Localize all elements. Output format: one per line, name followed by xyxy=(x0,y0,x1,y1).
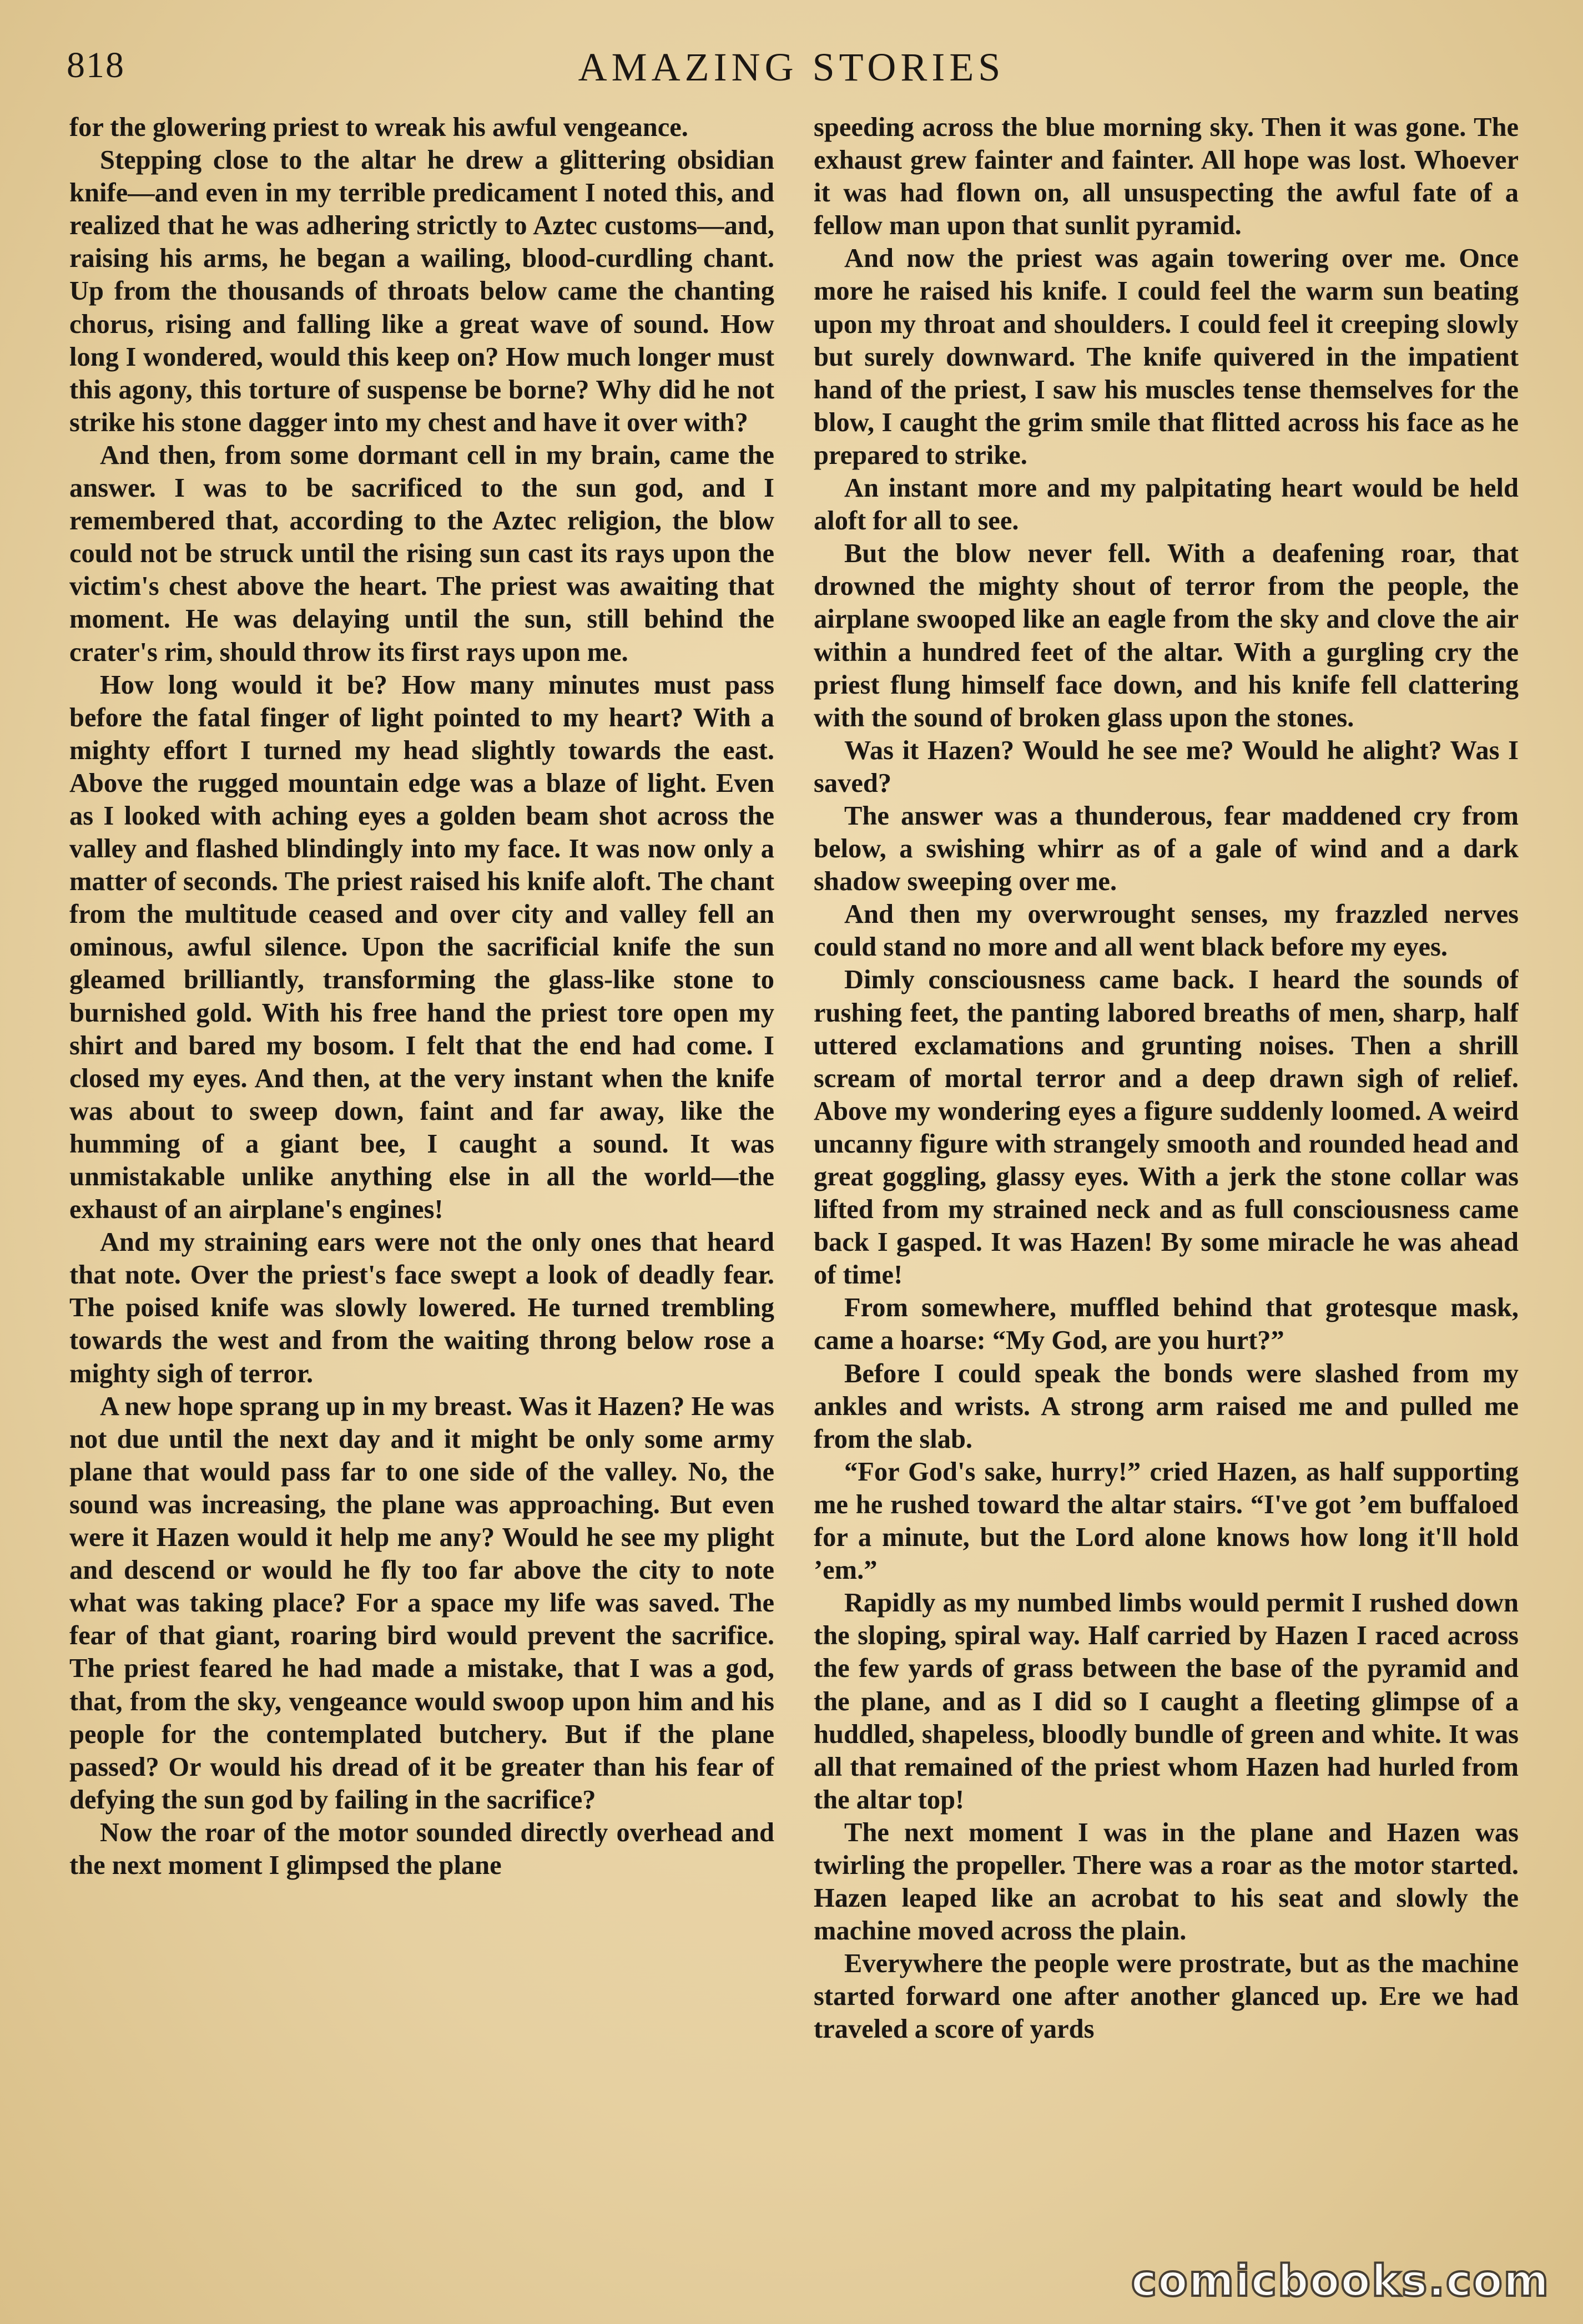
watermark-logo: comicbooks.com xyxy=(1131,2256,1550,2306)
paragraph: But the blow never fell. With a deafening roar, that drowned the mighty shout of terror from the people, the airplane swooped like an eagle from the sky and clove the air within a hundred feet of the altar. With a gurgling cry the priest flung himself face down, and his knife fell clattering with the sound of broken glass upon the stones. xyxy=(814,539,1519,732)
paragraph: speeding across the blue morning sky. Then it was gone. The exhaust grew fainter and fainter. All hope was lost. Whoever it was had flown on, all unsuspecting the awful fate of a fellow man upon that sunlit pyramid. xyxy=(814,113,1519,241)
paragraph: And then, from some dormant cell in my brain, came the answer. I was to be sacrificed to the sun god, and I remembered that, according to the Aztec religion, the blow could not be struck until the rising sun cast its rays upon the victim's chest above the heart. The priest was awaiting that moment. He was delaying until the sun, still behind the crater's rim, should throw its first rays upon me. xyxy=(69,440,774,667)
paragraph: An instant more and my palpitating heart would be held aloft for all to see. xyxy=(814,473,1519,536)
paragraph: A new hope sprang up in my breast. Was it Hazen? He was not due until the next day and it might be only some army plane that would pass far to one side of the valley. No, the sound was increasing, the plane was approaching. But even were it Hazen would it help me any? Would he see my plight and descend or would he fly too far above the city to note what was taking place? For a space my life was saved. The fear of that giant, roaring bird would prevent the sacrifice. The priest feared he had made a mistake, that I was a god, that, from the sky, vengeance would swoop upon him and his people for the contemplated butchery. But if the plane passed? Or would his dread of it be greater than his fear of defying the sun god by failing in the sacrifice? xyxy=(69,1391,774,1815)
paragraph: From somewhere, muffled behind that grotesque mask, came a hoarse: “My God, are you hurt?” xyxy=(814,1293,1519,1356)
paragraph: Rapidly as my numbed limbs would permit I rushed down the sloping, spiral way. Half carried by Hazen I raced across the few yards of grass between the base of the pyramid and the plane, and as I did so I caught a fleeting glimpse of a huddled, shapeless, bloodly bundle of green and white. It was all that remained of the priest whom Hazen had hurled from the altar top! xyxy=(814,1588,1519,1815)
paragraph: Now the roar of the motor sounded directly overhead and the next moment I glimpsed the plane xyxy=(69,1817,774,1880)
left-column xyxy=(69,111,774,2275)
page-header xyxy=(67,44,1516,105)
paragraph: The answer was a thunderous, fear maddened cry from below, a swishing whirr as of a gale of wind and a dark shadow sweeping over me. xyxy=(814,801,1519,897)
paragraph: Was it Hazen? Would he see me? Would he alight? Was I saved? xyxy=(814,735,1519,798)
paragraph: The next moment I was in the plane and Hazen was twirling the propeller. There was a roar as the motor started. Hazen leaped like an acrobat to his seat and slowly the machine moved across the plain. xyxy=(814,1817,1519,1946)
paragraph: And now the priest was again towering over me. Once more he raised his knife. I could feel the warm sun beating upon my throat and shoulders. I could feel it creeping slowly but surely downward. The knife quivered in the impatient hand of the priest, I saw his muscles tense themselves for the blow, I caught the grim smile that flitted across his face as he prepared to strike. xyxy=(814,244,1519,470)
page-number: 818 xyxy=(67,45,125,85)
paragraph: How long would it be? How many minutes must pass before the fatal finger of light pointed to my heart? With a mighty effort I turned my head slightly towards the east. Above the rugged mountain edge was a blaze of light. Even as I looked with aching eyes a golden beam shot across the valley and flashed blindingly into my face. It was now only a matter of seconds. The priest raised his knife aloft. The chant from the multitude ceased and over city and valley fell an ominous, awful silence. Upon the sacrificial knife the sun gleamed brilliantly, transforming the glass-like stone to burnished gold. With his free hand the priest tore open my shirt and bared my bosom. I felt that the end had come. I closed my eyes. And then, at the very instant when the knife was about to sweep down, faint and far away, like the humming of a giant bee, I caught a sound. It was unmistakable unlike anything else in all the world—the exhaust of an airplane's engines! xyxy=(69,670,774,1225)
paragraph: Everywhere the people were prostrate, but as the machine started forward one after another glanced up. Ere we had traveled a score of yards xyxy=(814,1949,1519,2044)
right-column xyxy=(814,111,1519,2275)
paragraph: Before I could speak the bonds were slashed from my ankles and wrists. A strong arm raised me and pulled me from the slab. xyxy=(814,1358,1519,1454)
paragraph: And then my overwrought senses, my frazzled nerves could stand no more and all went black before my eyes. xyxy=(814,900,1519,962)
paragraph: And my straining ears were not the only ones that heard that note. Over the priest's face swept a look of deadly fear. The poised knife was slowly lowered. He turned trembling towards the west and from the waiting throng below rose a mighty sigh of terror. xyxy=(69,1227,774,1388)
paragraph: for the glowering priest to wreak his awful vengeance. xyxy=(69,113,688,142)
paragraph: Dimly consciousness came back. I heard the sounds of rushing feet, the panting labored breaths of men, sharp, half uttered exclamations and grunting noises. Then a shrill scream of mortal terror and a deep drawn sigh of relief. Above my wondering eyes a figure suddenly loomed. A weird uncanny figure with strangely smooth and rounded head and great goggling, glassy eyes. With a jerk the stone collar was lifted from my strained neck and as full consciousness came back I gasped. It was Hazen! By some miracle he was ahead of time! xyxy=(814,965,1519,1290)
paragraph: Stepping close to the altar he drew a glittering obsidian knife—and even in my terrible predicament I noted this, and realized that he was adhering strictly to Aztec customs—and, raising his arms, he began a wailing, blood-curdling chant. Up from the thousands of throats below came the chanting chorus, rising and falling like a great wave of sound. How long I wondered, would this keep on? How much longer must this agony, this torture of suspense be borne? Why did he not strike his stone dagger into my chest and have it over with? xyxy=(69,145,774,437)
paragraph: “For God's sake, hurry!” cried Hazen, as half supporting me he rushed toward the altar stairs. “I've got ’em buffaloed for a minute, but the Lord alone knows how long it'll hold ’em.” xyxy=(814,1457,1519,1585)
running-head: AMAZING STORIES xyxy=(578,45,1005,89)
